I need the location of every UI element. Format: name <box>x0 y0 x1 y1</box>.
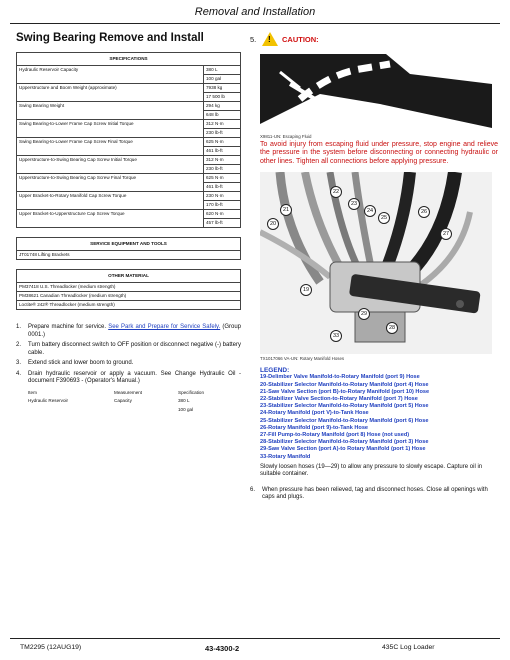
step-text: Drain hydraulic reservoir or apply a vacuum. See Change Hydraulic Oil - document F390693 - (Operator's Manual.) <box>28 370 241 384</box>
spec-value: 230 N·m <box>204 192 241 201</box>
warning-text: To avoid injury from escaping fluid under pressure, stop engine and relieve the pressure in the system before disconnecting or connecting hydraulic or other lines. Tighten all connections before applying pressure. <box>260 141 498 165</box>
table-spacer <box>17 228 241 238</box>
page-header <box>10 4 500 24</box>
legend-item: 33-Rotary Manifold <box>260 453 311 460</box>
spec-label: Hydraulic Reservoir Capacity <box>17 66 204 84</box>
left-column <box>16 32 241 413</box>
step-1 <box>16 324 241 339</box>
footer-doc-id: TM2295 (12AUG19) <box>20 644 82 651</box>
step-text: Extend stick and lower boom to ground. <box>28 360 134 366</box>
cell-spec: 100 gal <box>178 406 194 412</box>
spec-value: 17 500 lb <box>204 93 241 102</box>
cell-measurement: Capacity <box>114 398 132 403</box>
legend-item: 19-Delimber Valve Manifold-to-Rotary Manifold (port 9) Hose <box>260 374 420 381</box>
tools-heading: SERVICE EQUIPMENT AND TOOLS <box>17 238 241 251</box>
loosen-hoses-text: Slowly loosen hoses (19—29) to allow any pressure to slowly escape. Capture oil in suitable container. <box>260 463 483 478</box>
legend-title: LEGEND: <box>260 367 290 375</box>
cell-item: Hydraulic Reservoir <box>28 398 69 403</box>
step-number: 6. <box>250 486 256 493</box>
material-row: PM37418 U.S. Threadlocker (medium strength) <box>17 283 241 292</box>
park-prepare-link[interactable]: See Park and Prepare for Service Safely. <box>108 324 221 330</box>
figure-caption: X9811-UN: Escaping Fluid <box>260 134 312 139</box>
specifications-table <box>16 52 241 310</box>
spec-label: Upperstructure-to-Swing Bearing Cap Screw Final Torque <box>17 174 204 192</box>
legend-item: 23-Stabilizer Selector Manifold-to-Rotary Manifold (port 5) Hose <box>260 403 429 410</box>
step-text: When pressure has been relieved, tag and disconnect hoses. Close all openings with caps and plugs. <box>262 486 488 501</box>
spec-value: 100 gal <box>204 75 241 84</box>
table-spacer <box>17 260 241 270</box>
warning-triangle-icon: ! <box>262 32 278 46</box>
spec-value: 230 lb-ft <box>204 165 241 174</box>
cell-empty <box>114 406 178 414</box>
step-3 <box>16 360 241 368</box>
step-number: 5. <box>250 34 257 44</box>
spec-heading: SPECIFICATIONS <box>17 53 241 66</box>
spec-value: 380 L <box>204 66 241 75</box>
escaping-fluid-figure <box>260 54 492 128</box>
header-title: Removal and Installation <box>194 6 316 18</box>
callout-22: 22 <box>330 186 342 198</box>
spec-value: 294 kg <box>204 102 241 111</box>
spec-label: Upper Bracket-to-Upperstructure Cap Screw Torque <box>17 210 204 228</box>
spec-value: 625 N·m <box>204 138 241 147</box>
spec-value: 170 lb-ft <box>204 201 241 210</box>
spec-label: Upper Bracket-to-Rotary Manifold Cap Screw Torque <box>17 192 204 210</box>
legend-item: 21-Saw Valve Section (port B)-to-Rotary Manifold (port 10) Hose <box>260 388 430 395</box>
page-footer <box>10 638 500 653</box>
spec-label: Swing Bearing Weight <box>17 102 204 120</box>
legend-item: 29-Saw Valve Section (port A)-to Rotary Manifold (port 1) Hose <box>260 446 426 453</box>
step4-spec-table <box>28 389 241 414</box>
callout-25: 25 <box>378 212 390 224</box>
escaping-fluid-illustration <box>260 54 492 128</box>
spec-value: 461 lb-ft <box>204 183 241 192</box>
material-row: Loctite® 242® Threadlocker (medium strength) <box>17 301 241 310</box>
section-title: Swing Bearing Remove and Install <box>16 32 204 44</box>
callout-33: 33 <box>330 330 342 342</box>
callout-29: 29 <box>358 308 370 320</box>
legend-item: 26-Rotary Manifold (port 9)-to-Tank Hose <box>260 424 369 431</box>
tool-row: JT01748 Lifting Brackets <box>17 251 241 260</box>
step-6 <box>250 487 498 502</box>
spec-label: Swing Bearing-to-Lower Frame Cap Screw Final Torque <box>17 138 204 156</box>
figure-caption: TX1017066 VA-UN: Rotary Manifold Hoses <box>260 356 345 362</box>
step-2 <box>16 342 241 357</box>
legend-item: 25-Stabilizer Selector Manifold-to-Rotary Manifold (port 6) Hose <box>260 417 429 424</box>
legend-item: 22-Stabilizer Valve Section-to-Rotary Manifold (port 7) Hose <box>260 396 418 403</box>
callout-28: 28 <box>386 322 398 334</box>
col-measurement: Measurement <box>114 389 143 395</box>
legend-item: 28-Stabilizer Selector Manifold-to-Rotary Manifold (port 3) Hose <box>260 439 429 446</box>
callout-23: 23 <box>348 198 360 210</box>
caution-label: CAUTION: <box>282 34 319 44</box>
spec-value: 461 lb-ft <box>204 147 241 156</box>
spec-value: 457 lb-ft <box>204 219 241 228</box>
spec-value: 648 lb <box>204 111 241 120</box>
step-text: Turn battery disconnect switch to OFF position or disconnect negative (-) battery cable. <box>28 342 241 356</box>
spec-value: 312 N·m <box>204 156 241 165</box>
material-row: PM38621 Canadian Threadlocker (medium strength) <box>17 292 241 301</box>
step-number: 4. <box>16 370 22 377</box>
legend-item: 27-Fill Pump-to-Rotary Manifold (port 8) Hose (not used) <box>260 432 410 439</box>
rotary-manifold-illustration <box>260 172 492 354</box>
callout-20: 20 <box>267 218 279 230</box>
legend-item: 20-Stabilizer Selector Manifold-to-Rotary Manifold (port 4) Hose <box>260 381 429 388</box>
col-item: Item <box>28 389 37 395</box>
step-number: 1. <box>16 324 22 330</box>
callout-24: 24 <box>364 205 376 217</box>
callout-19: 19 <box>300 284 312 296</box>
material-heading: OTHER MATERIAL <box>17 270 241 283</box>
col-specification: Specification <box>178 389 205 395</box>
callout-27: 27 <box>440 228 452 240</box>
legend-item: 24-Rotary Manifold (port V)-to-Tank Hose <box>260 410 369 417</box>
step-text <box>28 324 241 339</box>
step-text-post: (Group 0001.) <box>28 324 242 338</box>
legend <box>260 367 498 461</box>
caution-line <box>250 32 498 46</box>
cell-empty <box>28 406 114 414</box>
step-number: 2. <box>16 342 22 348</box>
step-text-pre: Prepare machine for service. <box>28 324 107 330</box>
callout-21: 21 <box>280 204 292 216</box>
cell-spec: 380 L <box>178 398 190 403</box>
spec-value: 625 N·m <box>204 174 241 183</box>
footer-page-number: 43-4300-2 <box>205 644 240 653</box>
spec-value: 312 N·m <box>204 120 241 129</box>
spec-label: Upperstructure-to-Swing Bearing Cap Screw Initial Torque <box>17 156 204 174</box>
spec-value: 620 N·m <box>204 210 241 219</box>
callout-26: 26 <box>418 206 430 218</box>
right-column <box>250 32 498 502</box>
step-number: 3. <box>16 360 22 366</box>
spec-label: Swing Bearing-to-Lower Frame Cap Screw Initial Torque <box>17 120 204 138</box>
footer-model: 435C Log Loader <box>382 644 435 651</box>
rotary-manifold-figure <box>260 172 492 354</box>
spec-label: Upperstructure and Boom Weight (approximate) <box>17 84 204 102</box>
spec-value: 230 lb-ft <box>204 129 241 138</box>
procedure-steps <box>16 324 241 413</box>
step-4 <box>16 371 241 386</box>
spec-value: 7938 kg <box>204 84 241 93</box>
